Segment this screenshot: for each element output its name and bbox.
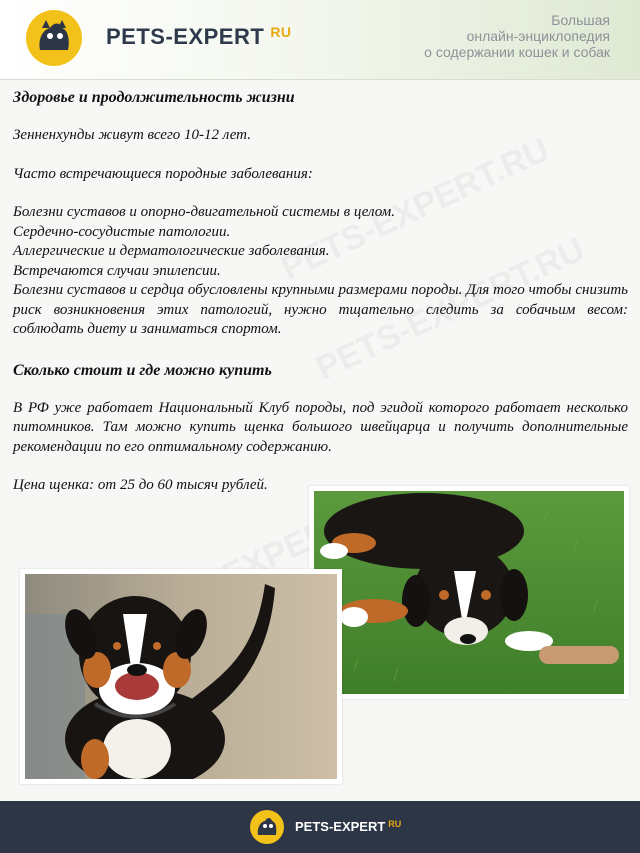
tagline-line-1: Большая	[551, 12, 610, 28]
puppy-on-grass-photo	[309, 486, 629, 699]
disease-item: Встречаются случаи эпилепсии.	[13, 262, 221, 279]
diseases-intro: Часто встречающиеся породные заболевания:	[13, 165, 313, 182]
brand-logo-text[interactable]	[106, 24, 292, 50]
disease-item: Болезни суставов и опорно-двигательной системы в целом.	[13, 204, 395, 220]
section-heading-health: Здоровье и продолжительность жизни	[13, 89, 295, 106]
brand-suffix: RU	[270, 24, 292, 40]
tagline-line-3: о содержании кошек и собак	[424, 44, 610, 60]
brand-name: PETS-EXPERT	[106, 24, 265, 49]
lifespan-text: Зенненхунды живут всего 10-12 лет.	[13, 127, 251, 143]
site-footer	[0, 801, 640, 853]
footer-brand-suffix: RU	[388, 819, 402, 829]
breed-club-text: В РФ уже работает Национальный Клуб породы, под эгидой которого работает несколько питомников. Там можно купить щенка большого швейцарца и получить дополнительные рекомендации по его оптимальному содержанию.	[13, 399, 628, 455]
disease-item: Аллергические и дерматологические заболевания.	[13, 243, 330, 259]
footer-brand-text[interactable]	[295, 819, 401, 834]
health-advice-text: Болезни суставов и сердца обусловлены крупными размерами породы. Для того чтобы снизить риск возникновения этих патологий, нужно тщательно следить за собачьим весом: соблюдать диету и заниматься спортом.	[13, 282, 628, 337]
site-tagline	[424, 12, 610, 60]
section-heading-price: Сколько стоит и где можно купить	[13, 361, 272, 379]
puppy-price-text: Цена щенка: от 25 до 60 тысяч рублей.	[13, 477, 268, 493]
footer-brand-name: PETS-EXPERT	[295, 819, 386, 834]
logo-dog-cat-icon[interactable]	[26, 10, 82, 66]
disease-item: Сердечно-сосудистые патологии.	[13, 223, 231, 240]
footer-logo-icon[interactable]	[250, 810, 284, 844]
adult-dog-photo	[20, 569, 342, 784]
site-header	[0, 0, 640, 80]
diseases-list	[13, 203, 628, 281]
article-content	[13, 88, 628, 496]
tagline-line-2: онлайн-энциклопедия	[466, 28, 610, 44]
